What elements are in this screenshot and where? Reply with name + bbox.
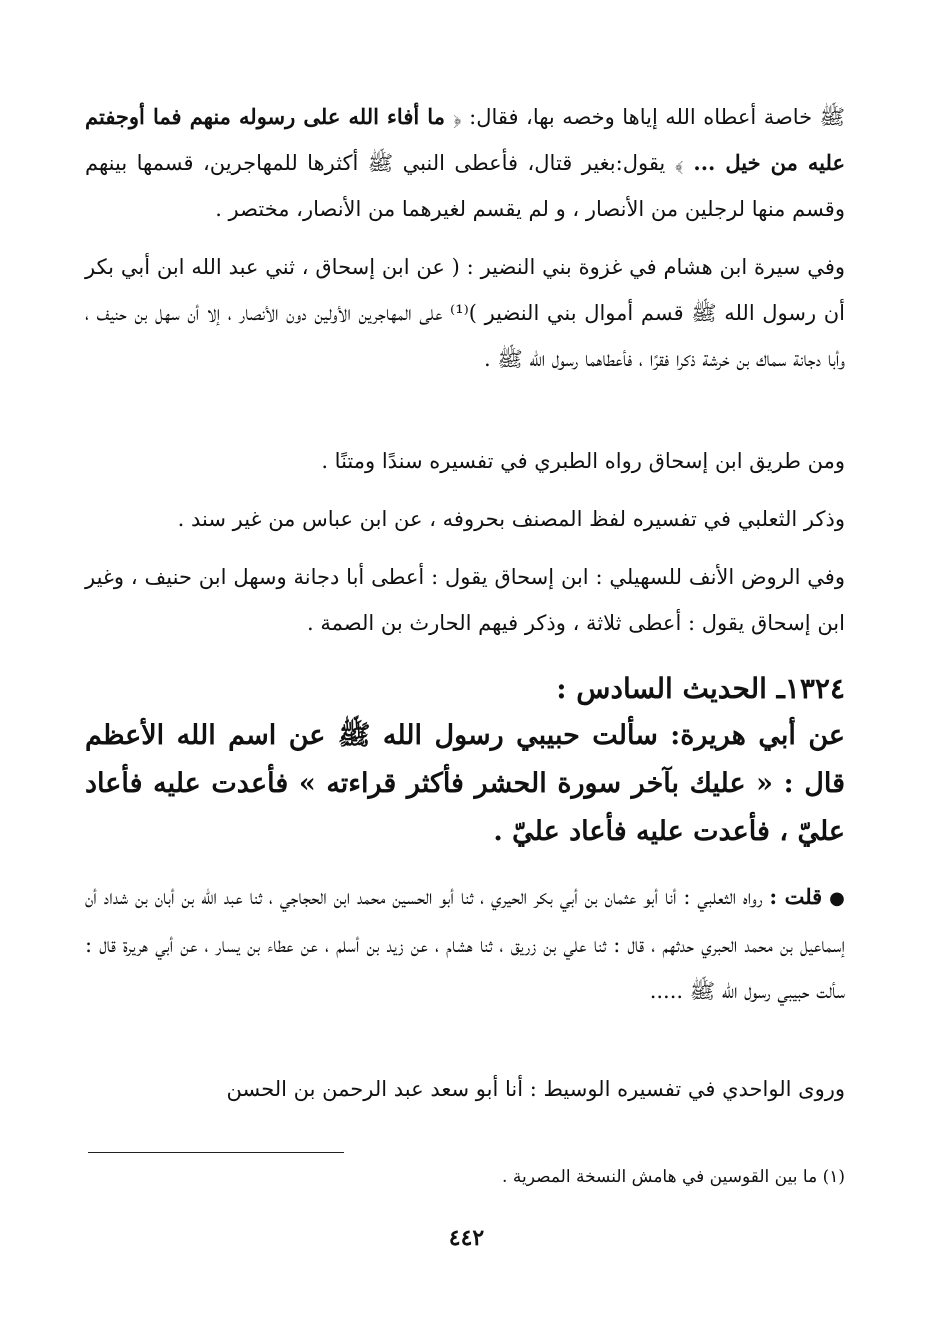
paragraph-3 [85, 438, 845, 484]
paragraph-1 [85, 94, 845, 232]
footnote-divider [88, 1152, 344, 1153]
paragraph-3-text: ومن طريق ابن إسحاق رواه الطبري في تفسيره سندًا ومتنًا . [321, 449, 845, 473]
paragraph-1-prefix: ﷺ خاصة أعطاه الله إياها وخصه بها، فقال: ﴿ [453, 105, 845, 129]
paragraph-4 [85, 496, 845, 542]
paragraph-1-suffix: ﴾ يقول:بغير قتال، فأعطى النبي ﷺ أكثرها للمهاجرين، قسمها بينهم وقسم منها لرجلين من الأنصار ، و لم يقسم لغيرهما من الأنصار، مختصر . [85, 151, 845, 221]
section-heading: ١٣٢٤ـ الحديث السادس : [556, 672, 845, 705]
paragraph-5 [85, 554, 845, 646]
paragraph-5-text: وفي الروض الأنف للسهيلي : ابن إسحاق يقول : أعطى أبا دجانة وسهل ابن حنيف ، وغير ابن إسحاق يقول : أعطى ثلاثة ، وذكر فيهم الحارث بن الصمة . [85, 565, 845, 635]
commentary-2-text: وروى الواحدي في تفسيره الوسيط : أنا أبو سعد عبد الرحمن بن الحسن [226, 1077, 845, 1101]
commentary [85, 874, 845, 1014]
paragraph-4-text: وذكر الثعلبي في تفسيره لفظ المصنف بحروفه ، عن ابن عباس من غير سند . [177, 507, 845, 531]
footnote: (١) ما بين القوسين في هامش النسخة المصرية . [502, 1167, 845, 1187]
paragraph-2 [85, 244, 845, 382]
page-number: ٤٤٢ [448, 1225, 485, 1251]
commentary-2 [85, 1066, 845, 1112]
quran-quote: ما أفاء الله على رسوله منهم فما أوجفتم عليه من خيل ... [85, 104, 845, 175]
commentary-text: رواه الثعلبي : أنا أبو عثمان بن أبي بكر الحيري ، ثنا أبو الحسين محمد ابن الحجاجي ، ثنا عبد الله بن أبان بن شداد أن إسماعيل بن محمد الحبري حدثهم ، قال : ثنا علي بن زريق ، ثنا هشام ، عن زيد بن أسلم ، عن عطاء بن يسار ، عن أبي هريرة قال : سألت حبيبي رسول الله ﷺ ..... [85, 885, 845, 1003]
paragraph-2-text: وفي سيرة ابن هشام في غزوة بني النضير : ( عن ابن إسحاق ، ثني عبد الله ابن أبي بكر أن رسول الله ﷺ قسم أموال بني النضير )⁽¹⁾ على المهاجرين الأولين دون الأنصار ، إلا أن سهل بن حنيف ، وأبا دجانة سماك بن خرشة ذكرا فقرًا ، فأعطاهما رسول الله ﷺ . [85, 255, 846, 371]
hadith-text: عن أبي هريرة: سألت حبيبي رسول الله ﷺ عن اسم الله الأعظم قال : « عليك بآخر سورة الحشر فأكثر قراءته » فأعدت عليه فأعاد عليّ ، فأعدت عليه فأعاد عليّ . [85, 720, 845, 847]
commentary-label: قلت : [769, 884, 823, 909]
bullet-icon: ● [829, 888, 845, 909]
